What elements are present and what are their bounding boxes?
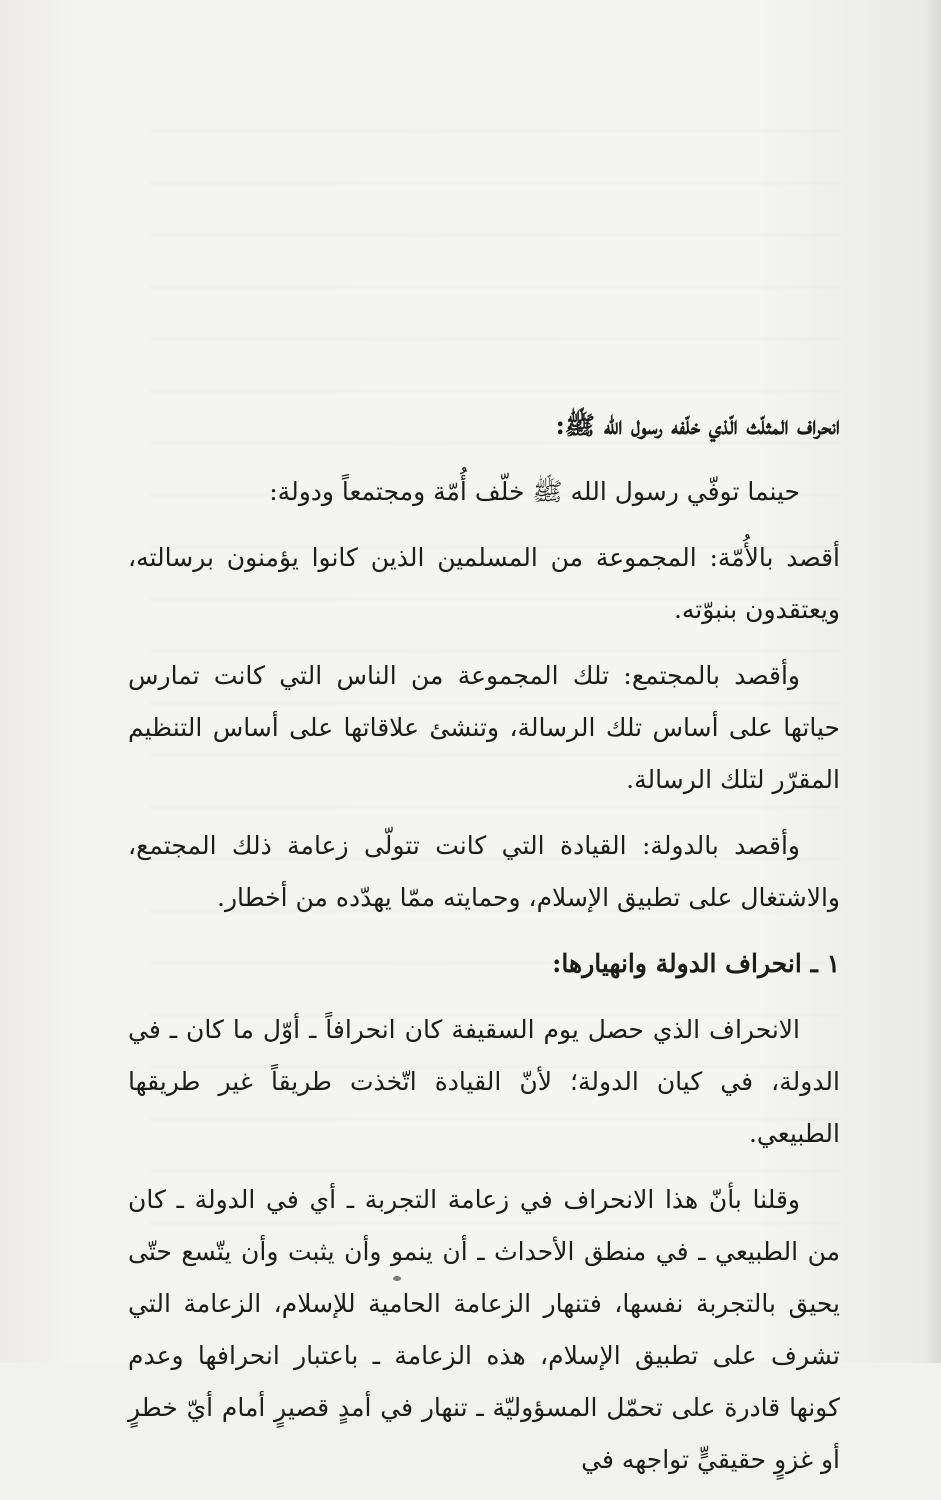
paragraph-society: وأقصد بالمجتمع: تلك المجموعة من الناس التي كانت تمارس حياتها على أساس تلك الرسالة، وتنشئ علاقاتها على أساس التنظيم المقرّر لتلك الرسالة. (128, 661, 840, 794)
ink-speck (393, 1276, 401, 1281)
page-body (128, 400, 840, 1500)
subheading-state-deviation: ١ ـ انحراف الدولة وانهيارها: (552, 949, 840, 978)
paragraph-saqifa: الانحراف الذي حصل يوم السقيفة كان انحرافاً ـ أوّل ما كان ـ في الدولة، في كيان الدولة؛ لأنّ القيادة اتّخذت طريقاً غير طريقها الطبيعي. (128, 1015, 840, 1148)
section-heading: انحراف المثلّث الّذي خلّفه رسول الله ﷺ: (555, 411, 840, 440)
paragraph-state: وأقصد بالدولة: القيادة التي كانت تتولّى زعامة ذلك المجتمع، والاشتغال على تطبيق الإسلام، وحمايته ممّا يهدّده من أخطار. (128, 831, 840, 912)
paragraph-ummah: أقصد بالأُمّة: المجموعة من المسلمين الذين كانوا يؤمنون برسالته، ويعتقدون بنبوّته. (128, 543, 840, 624)
paragraph-deviation-growth: وقلنا بأنّ هذا الانحراف في زعامة التجربة ـ أي في الدولة ـ كان من الطبيعي ـ في منطق الأحداث ـ أن ينمو وأن يثبت وأن يتّسع حتّى يحيق بالتجربة نفسها، فتنهار الزعامة الحامية للإسلام، الزعامة التي تشرف على تطبيق الإسلام، هذه الزعامة ـ باعتبار انحرافها وعدم كونها قادرة على تحمّل المسؤوليّة ـ تنهار في أمدٍ قصيرٍ أمام أيّ خطرٍ أو غزوٍ حقيقيٍّ تواجهه في (128, 1185, 840, 1474)
page-edge-shadow (923, 0, 941, 1363)
paragraph-ummah-intro: حينما توفّي رسول الله ﷺ خلّف أُمّة ومجتمعاً ودولة: (269, 477, 800, 506)
